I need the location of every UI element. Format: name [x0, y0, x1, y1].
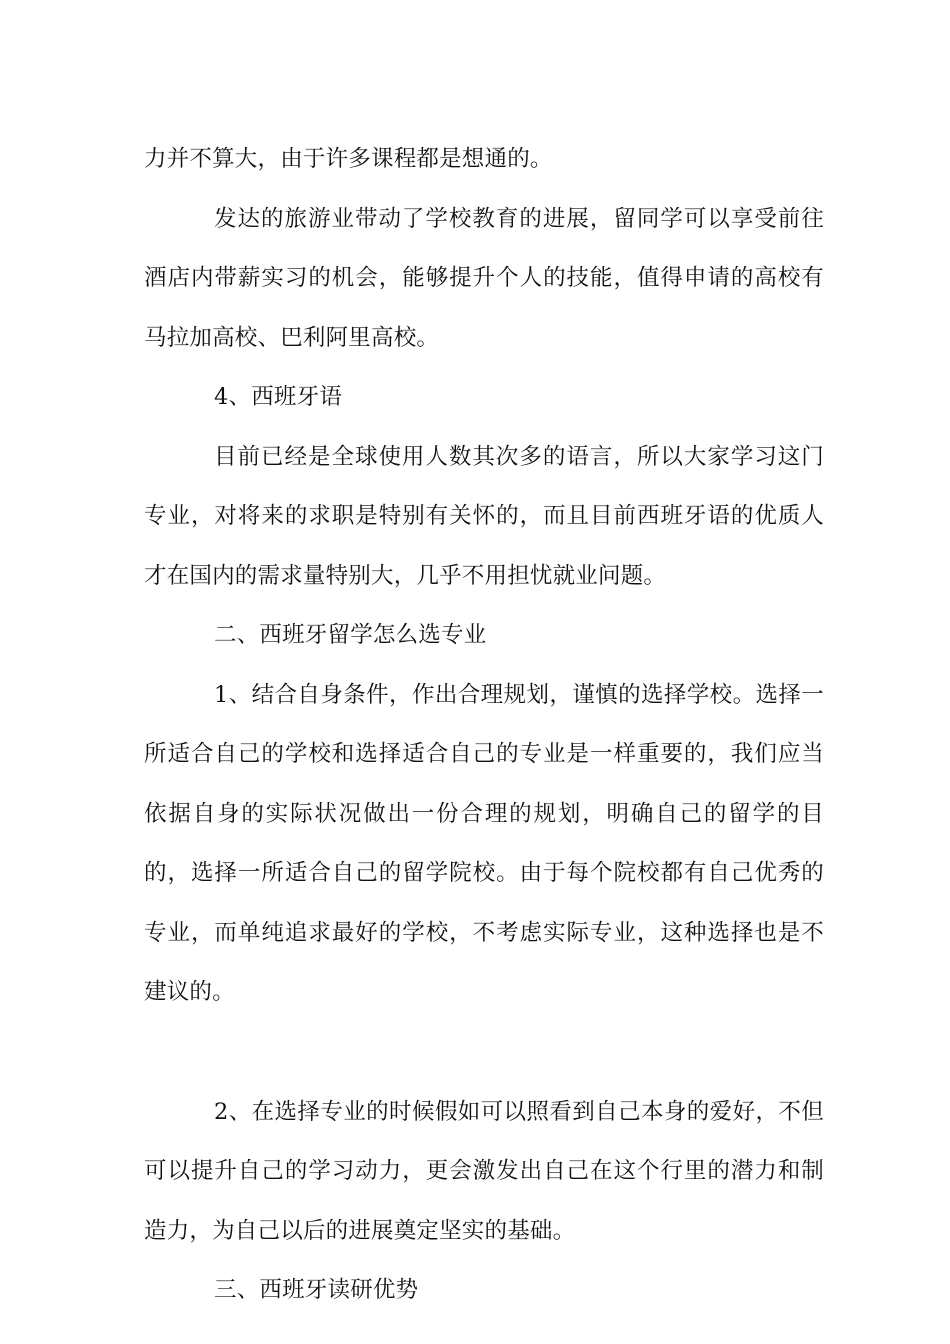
paragraph-tourism: 发达的旅游业带动了学校教育的进展，留同学可以享受前往酒店内带薪实习的机会，能够提升个人的技能，值得申请的高校有马拉加高校、巴利阿里高校。 — [144, 205, 824, 351]
section-heading-spanish: 4、西班牙语 — [214, 384, 343, 410]
blank-line — [144, 1023, 824, 1083]
paragraph-continuation: 力并不算大，由于许多课程都是想通的。 — [144, 146, 553, 172]
section-heading-graduate-advantages: 三、西班牙读研优势 — [214, 1277, 419, 1303]
paragraph-point-1: 1、结合自身条件，作出合理规划，谨慎的选择学校。选择一所适合自己的学校和选择适合自己的专业是一样重要的，我们应当依据自身的实际状况做出一份合理的规划，明确自己的留学的目的，选择一所适合自己的留学院校。由于每个院校都有自己优秀的专业，而单纯追求最好的学校，不考虑实际专业，这种选择也是不建议的。 — [144, 681, 824, 1005]
document-body — [144, 130, 824, 1321]
section-heading-choose-major: 二、西班牙留学怎么选专业 — [214, 622, 487, 648]
paragraph-spanish-language: 目前已经是全球使用人数其次多的语言，所以大家学习这门专业，对将来的求职是特别有关怀的，而且目前西班牙语的优质人才在国内的需求量特别大，几乎不用担忧就业问题。 — [144, 443, 824, 589]
paragraph-point-2: 2、在选择专业的时候假如可以照看到自己本身的爱好，不但可以提升自己的学习动力，更会激发出自己在这个行里的潜力和制造力，为自己以后的进展奠定坚实的基础。 — [144, 1098, 824, 1244]
